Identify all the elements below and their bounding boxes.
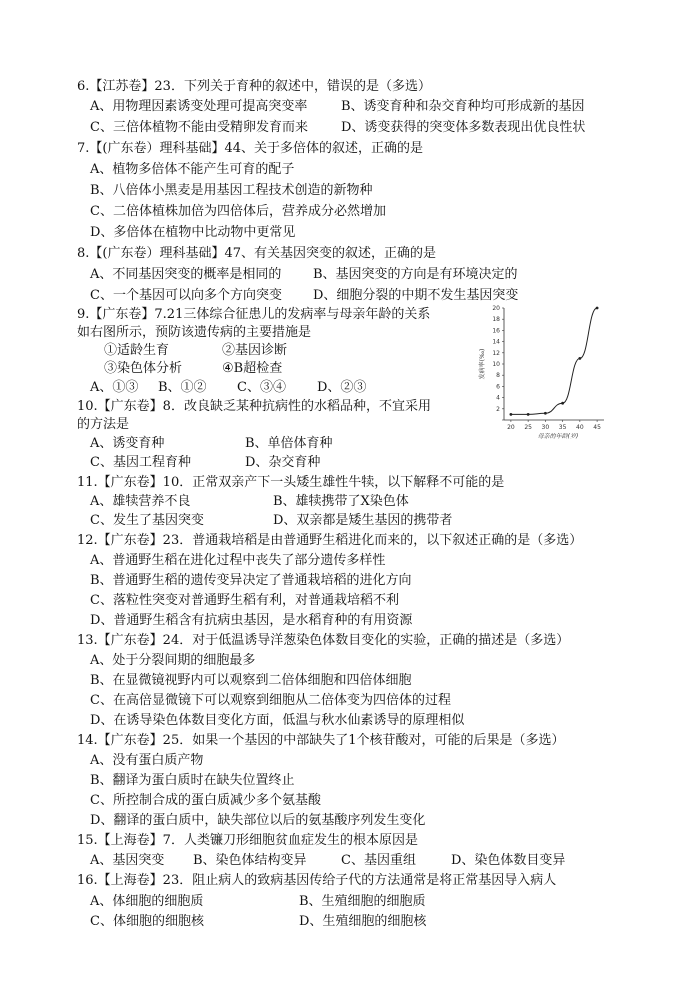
q10-option-a: A、诱变育种	[90, 436, 165, 451]
data-point-4	[578, 357, 581, 360]
y-tick-label-9: 18	[492, 316, 500, 324]
y-tick-label-10: 20	[492, 305, 500, 312]
series-line	[511, 308, 597, 414]
q13-stem: 13.【广东卷】24．对于低温诱导洋葱染色体数目变化的实验，正确的描述是（多选）	[77, 633, 570, 648]
q10-stem-cont: 的方法是	[77, 417, 130, 432]
q16-option-b: B、生殖细胞的细胞质	[299, 894, 426, 909]
q8-option-d: D、细胞分裂的中期不发生基因突变	[313, 288, 519, 303]
q11-stem: 11.【广东卷】10．正常双亲产下一头矮生雄性牛犊，以下解释不可能的是	[77, 475, 505, 490]
q16-option-a: A、体细胞的细胞质	[90, 894, 204, 909]
x-tick-label-3: 35	[558, 424, 567, 431]
y-tick-label-5: 10	[492, 361, 500, 368]
q9-measure-2: ②基因诊断	[222, 343, 288, 358]
q9-option-d: D、②③	[317, 380, 367, 395]
q15-stem: 15.【上海卷】7．人类镰刀形细胞贫血症发生的根本原因是	[77, 833, 418, 848]
q15-option-b: B、染色体结构变异	[193, 853, 307, 868]
q9-measure-4: ④B超检查	[222, 361, 283, 376]
q11-option-b: B、雄犊携带了X染色体	[273, 494, 409, 509]
chart-marks	[492, 305, 601, 431]
y-tick-label-2: 4	[496, 394, 500, 402]
q9-option-a: A、①③	[90, 380, 139, 395]
x-tick-label-5: 45	[593, 424, 601, 431]
q10-stem: 10.【广东卷】8．改良缺乏某种抗病性的水稻品种，不宜采用	[77, 399, 431, 414]
q6-stem: 6.【江苏卷】23．下列关于育种的叙述中，错误的是（多选）	[77, 79, 431, 94]
y-tick-label-1: 2	[496, 405, 500, 413]
q14-option-c: C、所控制合成的蛋白质减少多个氨基酸	[90, 793, 321, 808]
x-axis-label: 母亲的年龄(岁)	[537, 433, 579, 440]
q7-stem: 7.【(广东卷）理科基础】44、关于多倍体的叙述，正确的是	[77, 141, 424, 156]
data-point-3	[561, 402, 564, 405]
q9-measure-3: ③染色体分析	[104, 361, 183, 376]
q8-option-b: B、基因突变的方向是有环境决定的	[313, 267, 518, 282]
q9-option-b: B、①②	[158, 380, 207, 395]
y-tick-label-7: 14	[492, 338, 500, 346]
q12-option-b: B、普通野生稻的遗传变异决定了普通栽培稻的进化方向	[90, 573, 412, 588]
data-point-0	[509, 413, 512, 416]
q6-option-b: B、诱变育种和杂交育种均可形成新的基因	[341, 99, 585, 114]
q12-option-a: A、普通野生稻在进化过程中丧失了部分遗传多样性	[90, 553, 386, 568]
q13-option-b: B、在显微镜视野内可以观察到二倍体细胞和四倍体细胞	[90, 673, 412, 688]
q15-option-d: D、染色体数目变异	[451, 853, 566, 868]
x-tick-label-1: 25	[524, 424, 532, 431]
q16-option-c: C、体细胞的细胞核	[90, 914, 204, 929]
q10-option-c: C、基因工程育种	[90, 455, 191, 470]
q14-option-a: A、没有蛋白质产物	[90, 753, 204, 768]
data-point-2	[544, 412, 547, 415]
q7-option-a: A、植物多倍体不能产生可育的配子	[90, 162, 295, 177]
y-axis-label: 发病率(‰)	[479, 348, 486, 380]
x-tick-label-0: 20	[507, 424, 515, 431]
q9-option-c: C、③④	[237, 380, 286, 395]
y-tick-label-6: 12	[492, 349, 500, 357]
x-tick-label-4: 40	[576, 424, 584, 431]
q6-option-d: D、诱变获得的突变体多数表现出优良性状	[341, 120, 586, 135]
q15-option-c: C、基因重组	[341, 853, 416, 868]
q11-option-d: D、双亲都是矮生基因的携带者	[273, 513, 453, 528]
incidence-age-chart	[470, 300, 610, 440]
q8-option-a: A、不同基因突变的概率是相同的	[90, 267, 282, 282]
q8-option-c: C、一个基因可以向多个方向突变	[90, 288, 282, 303]
q13-option-d: D、在诱导染色体数目变化方面，低温与秋水仙素诱导的原理相似	[90, 713, 465, 728]
y-tick-label-3: 6	[496, 383, 500, 391]
q12-stem: 12.【广东卷】23．普通栽培稻是由普通野生稻进化而来的，以下叙述正确的是（多选）	[77, 533, 583, 548]
q12-option-d: D、普通野生稻含有抗病虫基因，是水稻育种的有用资源	[90, 613, 413, 628]
q7-option-c: C、二倍体植株加倍为四倍体后，营养成分必然增加	[90, 204, 386, 219]
y-tick-label-4: 8	[496, 372, 500, 380]
q13-option-c: C、在高倍显微镜下可以观察到细胞从二倍体变为四倍体的过程	[90, 693, 451, 708]
q7-option-d: D、多倍体在植物中比动物中更常见	[90, 225, 296, 240]
data-point-1	[527, 413, 530, 416]
q12-option-c: C、落粒性突变对普通野生稻有利，对普通栽培稻不利	[90, 593, 399, 608]
q14-stem: 14.【广东卷】25．如果一个基因的中部缺失了1个核苷酸对，可能的后果是（多选）	[77, 733, 565, 748]
y-tick-label-8: 16	[492, 327, 500, 335]
q14-option-d: D、翻译的蛋白质中，缺失部位以后的氨基酸序列发生变化	[90, 813, 426, 828]
q9-stem: 9.【广东卷】7.21三体综合征患儿的发病率与母亲年龄的关系	[77, 307, 431, 322]
q11-option-a: A、雄犊营养不良	[90, 494, 191, 509]
q9-measure-1: ①适龄生育	[104, 343, 170, 358]
q10-option-d: D、杂交育种	[245, 455, 321, 470]
q13-option-a: A、处于分裂间期的细胞最多	[90, 653, 256, 668]
q6-option-a: A、用物理因素诱变处理可提高突变率	[90, 99, 308, 114]
q8-stem: 8.【(广东卷）理科基础】47、有关基因突变的叙述，正确的是	[77, 246, 437, 261]
q10-option-b: B、单倍体育种	[245, 436, 333, 451]
q7-option-b: B、八倍体小黑麦是用基因工程技术创造的新物种	[90, 183, 373, 198]
q15-option-a: A、基因突变	[90, 853, 165, 868]
data-point-5	[596, 307, 599, 310]
q9-stem-cont: 如右图所示，预防该遗传病的主要措施是	[77, 325, 312, 340]
q11-option-c: C、发生了基因突变	[90, 513, 204, 528]
q6-option-c: C、三倍体植物不能由受精卵发育而来	[90, 120, 308, 135]
x-tick-label-2: 30	[541, 424, 550, 431]
q16-option-d: D、生殖细胞的细胞核	[299, 914, 427, 929]
q14-option-b: B、翻译为蛋白质时在缺失位置终止	[90, 773, 295, 788]
q16-stem: 16.【上海卷】23．阻止病人的致病基因传给子代的方法通常是将正常基因导入病人	[77, 873, 557, 888]
